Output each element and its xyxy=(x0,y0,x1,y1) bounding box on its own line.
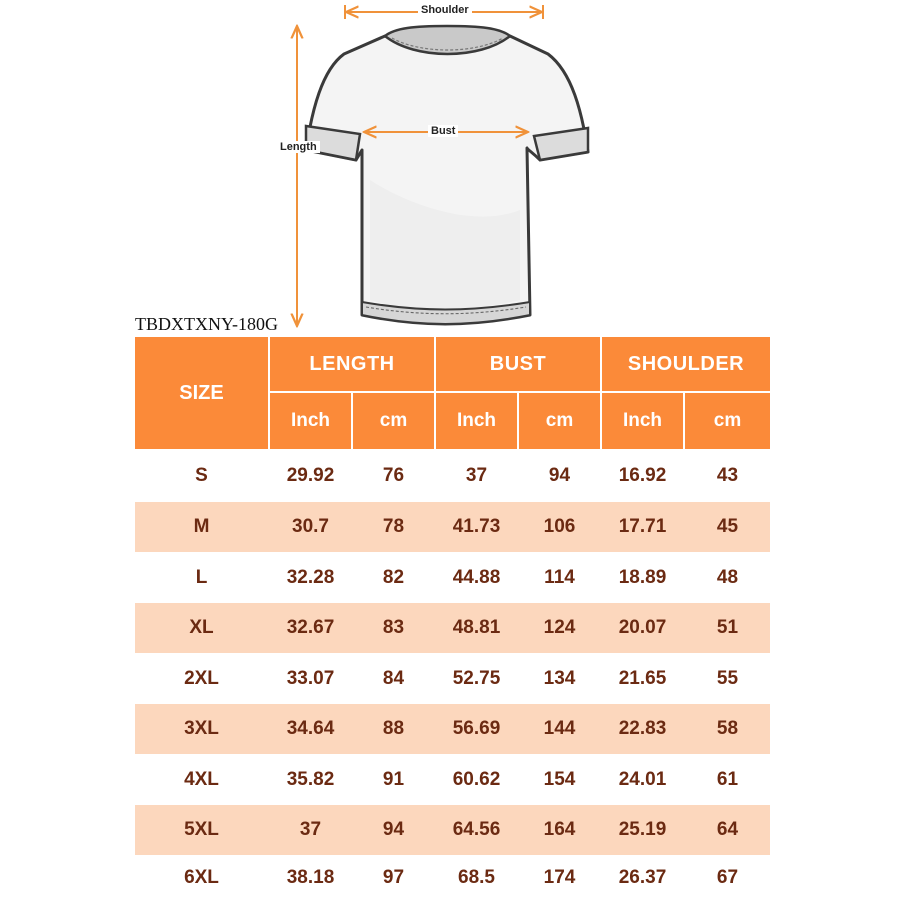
tshirt-illustration xyxy=(0,0,900,335)
bust-cm-cell: 164 xyxy=(543,819,576,840)
size-table xyxy=(135,337,770,900)
size-cell: 2XL xyxy=(184,668,219,689)
shoulder-cm-cell: 51 xyxy=(716,617,739,638)
length-inch-cell: 30.7 xyxy=(292,516,329,537)
length-inch-cell: 32.28 xyxy=(286,567,335,588)
size-cell: L xyxy=(195,567,208,588)
bust-cm-cell: 144 xyxy=(543,718,576,739)
bust-inch-cell: 37 xyxy=(465,465,488,486)
length-group-header: LENGTH xyxy=(270,337,434,391)
bust-label: Bust xyxy=(428,125,458,137)
bust-inch-cell: 48.81 xyxy=(452,617,501,638)
length-cm-cell: 97 xyxy=(382,867,405,888)
table-row xyxy=(135,603,770,653)
length-cm-cell: 84 xyxy=(382,668,405,689)
length-inch-cell: 32.67 xyxy=(286,617,335,638)
shoulder-inch-cell: 18.89 xyxy=(618,567,667,588)
size-cell: 4XL xyxy=(184,769,219,790)
size-column-header: SIZE xyxy=(135,337,268,449)
length-cm-cell: 91 xyxy=(382,769,405,790)
length-inch-cell: 34.64 xyxy=(286,718,335,739)
bust-inch-cell: 60.62 xyxy=(452,769,501,790)
bust-inch-cell: 52.75 xyxy=(452,668,501,689)
shoulder-cm-header: cm xyxy=(685,393,770,449)
length-inch-header: Inch xyxy=(270,393,351,449)
bust-inch-cell: 64.56 xyxy=(452,819,501,840)
length-inch-cell: 37 xyxy=(299,819,322,840)
shoulder-cm-cell: 48 xyxy=(716,567,739,588)
shoulder-inch-cell: 21.65 xyxy=(618,668,667,689)
bust-inch-header: Inch xyxy=(436,393,517,449)
shoulder-cm-cell: 43 xyxy=(716,465,739,486)
shoulder-inch-cell: 17.71 xyxy=(618,516,667,537)
shoulder-inch-cell: 22.83 xyxy=(618,718,667,739)
length-inch-cell: 29.92 xyxy=(286,465,335,486)
table-row xyxy=(135,805,770,855)
length-cm-cell: 83 xyxy=(382,617,405,638)
shoulder-cm-cell: 67 xyxy=(716,867,739,888)
shoulder-inch-cell: 16.92 xyxy=(618,465,667,486)
bust-cm-header: cm xyxy=(519,393,600,449)
shoulder-inch-cell: 20.07 xyxy=(618,617,667,638)
length-cm-cell: 78 xyxy=(382,516,405,537)
size-cell: 3XL xyxy=(184,718,219,739)
shoulder-cm-cell: 64 xyxy=(716,819,739,840)
length-inch-cell: 35.82 xyxy=(286,769,335,790)
size-cell: 6XL xyxy=(184,867,219,888)
shoulder-cm-cell: 58 xyxy=(716,718,739,739)
shoulder-inch-cell: 25.19 xyxy=(618,819,667,840)
measurement-diagram xyxy=(0,0,900,335)
length-cm-cell: 82 xyxy=(382,567,405,588)
bust-cm-cell: 154 xyxy=(543,769,576,790)
size-cell: M xyxy=(193,516,210,537)
length-cm-cell: 76 xyxy=(382,465,405,486)
bust-cm-cell: 124 xyxy=(543,617,576,638)
table-row xyxy=(135,856,770,900)
length-inch-cell: 38.18 xyxy=(286,867,335,888)
bust-cm-cell: 106 xyxy=(543,516,576,537)
table-row xyxy=(135,755,770,805)
bust-cm-cell: 94 xyxy=(548,465,571,486)
table-row xyxy=(135,502,770,552)
bust-cm-cell: 174 xyxy=(543,867,576,888)
bust-group-header: BUST xyxy=(436,337,600,391)
length-cm-cell: 94 xyxy=(382,819,405,840)
table-row xyxy=(135,654,770,704)
table-row xyxy=(135,704,770,754)
table-row xyxy=(135,451,770,501)
shoulder-cm-cell: 55 xyxy=(716,668,739,689)
length-cm-cell: 88 xyxy=(382,718,405,739)
size-cell: XL xyxy=(189,617,214,638)
shoulder-inch-cell: 26.37 xyxy=(618,867,667,888)
size-cell: S xyxy=(195,465,208,486)
bust-cm-cell: 114 xyxy=(544,567,575,588)
shoulder-inch-header: Inch xyxy=(602,393,683,449)
shoulder-cm-cell: 45 xyxy=(716,516,739,537)
bust-cm-cell: 134 xyxy=(543,668,576,689)
shoulder-inch-cell: 24.01 xyxy=(618,769,667,790)
bust-inch-cell: 56.69 xyxy=(452,718,501,739)
bust-inch-cell: 68.5 xyxy=(458,867,495,888)
bust-inch-cell: 44.88 xyxy=(452,567,501,588)
length-cm-header: cm xyxy=(353,393,434,449)
shoulder-group-header: SHOULDER xyxy=(602,337,770,391)
shoulder-label: Shoulder xyxy=(418,4,472,16)
length-label: Length xyxy=(277,141,320,153)
table-row xyxy=(135,553,770,603)
model-code: TBDXTXNY-180G xyxy=(135,314,278,334)
length-inch-cell: 33.07 xyxy=(286,668,335,689)
bust-inch-cell: 41.73 xyxy=(452,516,501,537)
shoulder-cm-cell: 61 xyxy=(716,769,739,790)
size-cell: 5XL xyxy=(184,819,219,840)
